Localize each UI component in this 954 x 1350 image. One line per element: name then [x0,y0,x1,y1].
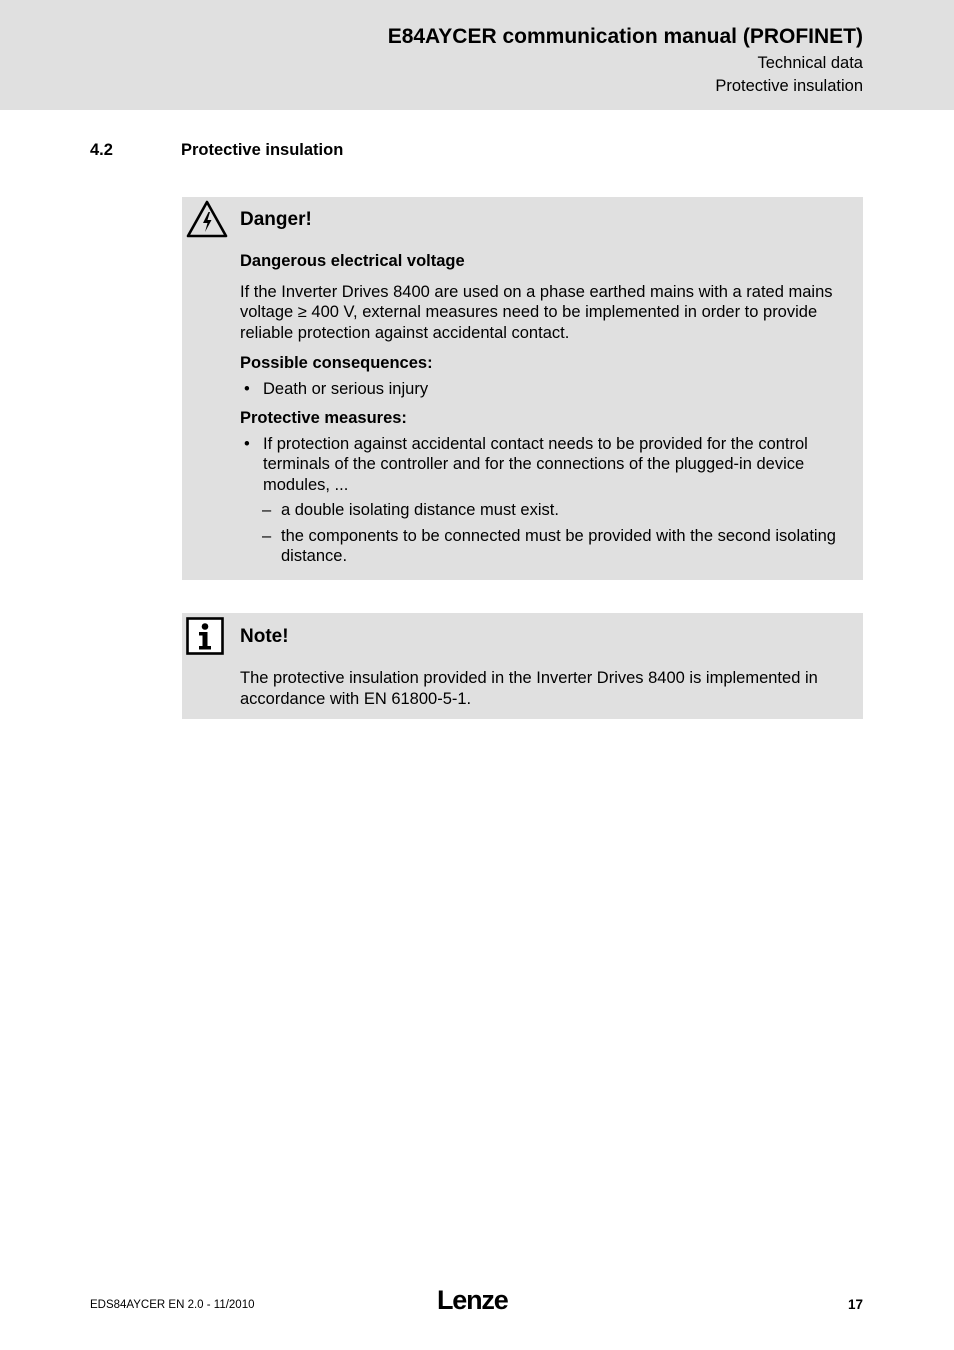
bullet-mark: • [244,434,250,453]
note-text: The protective insulation provided in the Inverter Drives 8400 is implemented in accordance with EN 61800-5-1. [240,669,818,708]
measures-label: Protective measures: [240,409,407,427]
document-id: EDS84AYCER EN 2.0 - 11/2010 [90,1299,255,1311]
header-section: Protective insulation [715,77,863,95]
danger-title: Danger! [240,209,312,230]
dash-mark: – [262,501,272,519]
dash-mark: – [262,526,272,545]
danger-box [182,197,863,580]
list-item [240,434,843,496]
list-item [240,379,843,400]
electrical-hazard-icon [186,200,228,243]
sub-measure-text: a double isolating distance must exist. [281,501,559,519]
section-number: 4.2 [90,141,113,159]
sub-measure-text: the components to be connected must be provided with the second isolating distance. [281,526,836,565]
danger-subtitle: Dangerous electrical voltage [240,252,465,270]
danger-text: If the Inverter Drives 8400 are used on a phase earthed mains with a rated mains voltage ≥ 400 V, external measures need to be implemented in order to provide reliable protection against accidental contact. [240,282,833,342]
section-title: Protective insulation [181,141,344,159]
consequences-label: Possible consequences: [240,354,433,372]
manual-title: E84AYCER communication manual (PROFINET) [387,25,863,48]
list-item [240,500,843,521]
note-box [182,613,863,719]
consequence-text: Death or serious injury [263,379,429,398]
page-header [0,0,954,110]
page-number: 17 [847,1297,863,1312]
danger-body [240,251,843,567]
measure-text: If protection against accidental contact needs to be provided for the control terminals of the controller and for the connections of the plugged-in device modules, ... [263,434,808,494]
note-title: Note! [240,626,289,647]
lenze-logo: Lenze [437,1285,508,1315]
bullet-mark: • [244,379,250,398]
note-body [240,668,843,709]
header-chapter: Technical data [757,54,863,72]
info-icon [186,617,224,660]
list-item [240,526,843,567]
